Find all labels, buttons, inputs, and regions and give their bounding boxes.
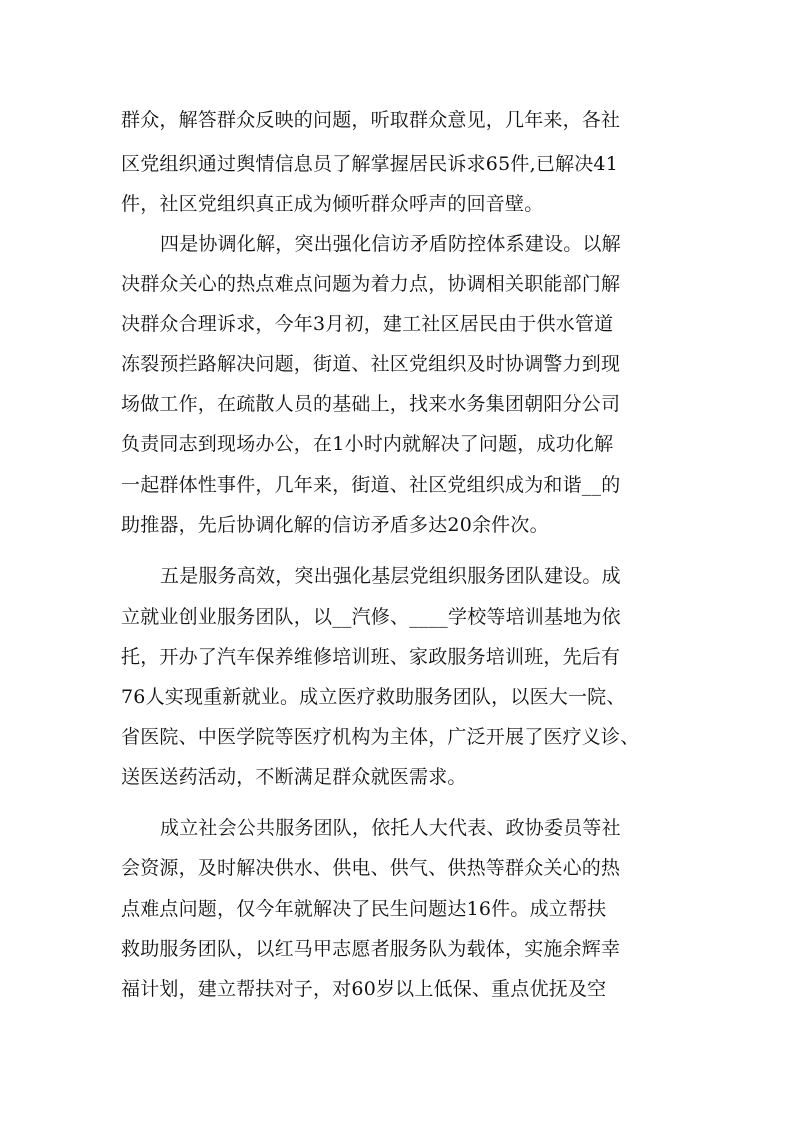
text-line: 省医院、中医学院等医疗机构为主体，广泛开展了医疗义诊、 bbox=[121, 726, 640, 748]
text-line: 四是协调化解，突出强化信访矛盾防控体系建设。以解 bbox=[160, 233, 621, 255]
text-line: 会资源，及时解决供水、供电、供气、供热等群众关心的热 bbox=[121, 857, 621, 879]
text-line: 区党组织通过舆情信息员了解掌握居民诉求65件,已解决41 bbox=[121, 153, 618, 175]
text-line: 托，开办了汽车保养维修培训班、家政服务培训班，先后有 bbox=[121, 646, 621, 668]
text-line: 场做工作，在疏散人员的基础上，找来水务集团朝阳分公司 bbox=[121, 393, 621, 415]
text-line: 立就业创业服务团队，以__汽修、____学校等培训基地为依 bbox=[121, 606, 621, 628]
text-line: 决群众合理诉求，今年3月初，建工社区居民由于供水管道 bbox=[121, 313, 614, 335]
text-line: 救助服务团队，以红马甲志愿者服务队为载体，实施余辉幸 bbox=[121, 938, 621, 960]
text-line: 成立社会公共服务团队，依托人大代表、政协委员等社 bbox=[160, 817, 621, 839]
text-line: 一起群体性事件，几年来，街道、社区党组织成为和谐__的 bbox=[121, 474, 621, 496]
text-line: 群众，解答群众反映的问题，听取群众意见，几年来，各社 bbox=[121, 109, 621, 131]
text-line: 76人实现重新就业。成立医疗救助服务团队，以医大一院、 bbox=[121, 686, 626, 708]
text-line: 决群众关心的热点难点问题为着力点，协调相关职能部门解 bbox=[121, 273, 621, 295]
text-line: 助推器，先后协调化解的信访矛盾多达20余件次。 bbox=[121, 514, 549, 536]
text-line: 五是服务高效，突出强化基层党组织服务团队建设。成 bbox=[160, 565, 621, 587]
text-line: 送医送药活动，不断满足群众就医需求。 bbox=[121, 766, 467, 788]
text-line: 冻裂预拦路解决问题，街道、社区党组织及时协调警力到现 bbox=[121, 353, 621, 375]
text-line: 点难点问题，仅今年就解决了民生问题达16件。成立帮扶 bbox=[121, 898, 607, 920]
text-line: 福计划，建立帮扶对子，对60岁以上低保、重点优抚及空 bbox=[121, 978, 607, 1000]
text-line: 负责同志到现场办公，在1小时内就解决了问题，成功化解 bbox=[121, 433, 614, 455]
text-line: 件，社区党组织真正成为倾听群众呼声的回音壁。 bbox=[121, 193, 544, 215]
